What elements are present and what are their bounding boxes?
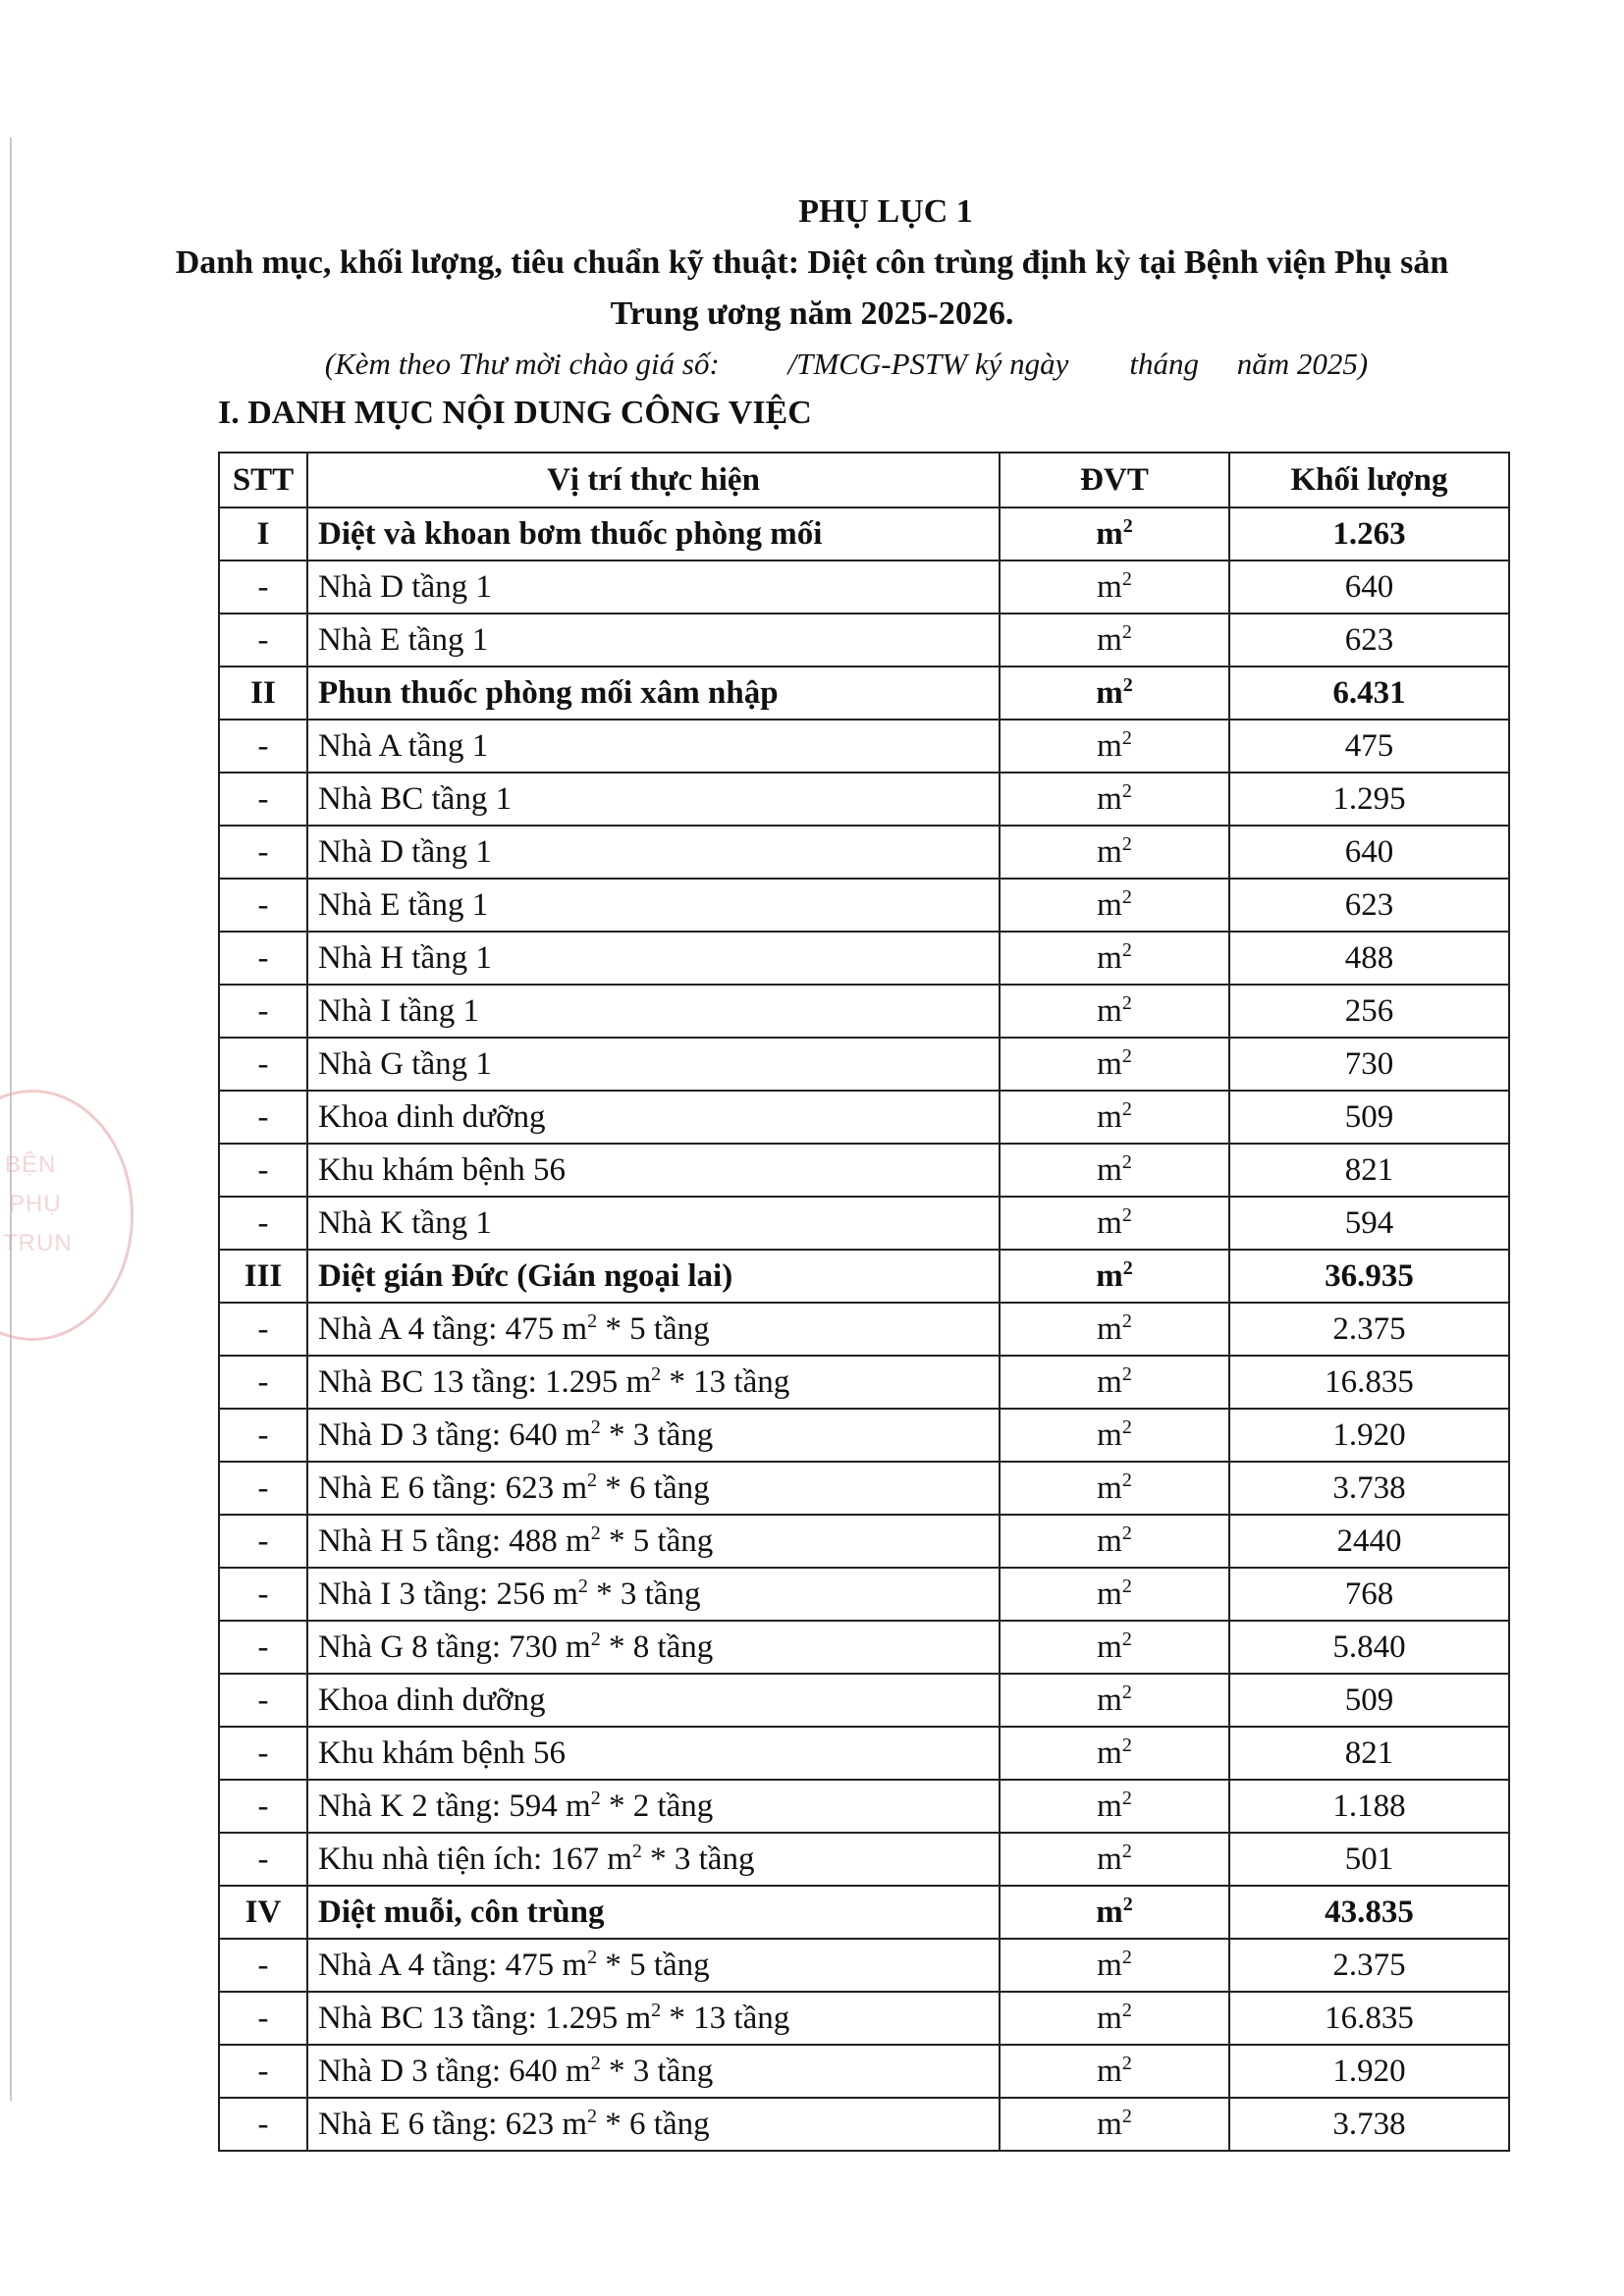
cell-stt: - xyxy=(219,1674,307,1727)
table-row xyxy=(219,1197,1509,1250)
location-text: Nhà K tầng 1 xyxy=(318,1205,492,1241)
location-text: Khoa dinh dưỡng xyxy=(318,1099,546,1135)
cell-quantity: 594 xyxy=(1229,1197,1509,1250)
location-text: Khu nhà tiện ích: 167 m xyxy=(318,1842,632,1877)
unit-exponent: 2 xyxy=(1121,1416,1132,1438)
location-text: Khoa dinh dưỡng xyxy=(318,1682,546,1718)
cell-stt: - xyxy=(219,932,307,985)
unit-exponent: 2 xyxy=(1121,1151,1132,1173)
cell-unit xyxy=(1000,1409,1229,1462)
table-row xyxy=(219,773,1509,826)
table-row xyxy=(219,1621,1509,1674)
cell-unit xyxy=(1000,773,1229,826)
cell-quantity: 6.431 xyxy=(1229,667,1509,720)
cell-unit xyxy=(1000,1462,1229,1515)
superscript-exponent: 2 xyxy=(587,1947,598,1968)
cell-location xyxy=(307,720,1000,773)
unit-exponent: 2 xyxy=(1121,1682,1132,1703)
table-row xyxy=(219,1674,1509,1727)
cell-quantity: 16.835 xyxy=(1229,1992,1509,2045)
cell-stt: - xyxy=(219,1568,307,1621)
section-heading: I. DANH MỤC NỘI DUNG CÔNG VIỆC xyxy=(218,395,812,431)
unit-exponent: 2 xyxy=(1121,2053,1132,2074)
cell-unit xyxy=(1000,932,1229,985)
cell-stt: - xyxy=(219,1833,307,1886)
unit-exponent: 2 xyxy=(1121,621,1132,643)
location-text-tail: * 6 tầng xyxy=(597,2107,710,2142)
location-text: Phun thuốc phòng mối xâm nhập xyxy=(318,675,779,711)
cell-quantity: 3.738 xyxy=(1229,1462,1509,1515)
header-location: Vị trí thực hiện xyxy=(307,453,1000,507)
cell-stt: - xyxy=(219,1462,307,1515)
cell-unit xyxy=(1000,1886,1229,1939)
unit-exponent: 2 xyxy=(1121,2000,1132,2021)
unit-base: m xyxy=(1097,887,1122,923)
cell-location xyxy=(307,985,1000,1038)
cell-location xyxy=(307,932,1000,985)
cell-quantity: 509 xyxy=(1229,1674,1509,1727)
stamp-text: TRUN xyxy=(3,1230,73,1256)
cell-location xyxy=(307,879,1000,932)
unit-base: m xyxy=(1096,1258,1123,1294)
unit-exponent: 2 xyxy=(1122,674,1133,696)
location-text-tail: * 5 tầng xyxy=(600,1523,714,1559)
location-text: Diệt gián Đức (Gián ngoại lai) xyxy=(318,1258,733,1294)
cell-location xyxy=(307,1144,1000,1197)
location-text: Khu khám bệnh 56 xyxy=(318,1152,567,1188)
cell-stt: - xyxy=(219,614,307,667)
location-text: Nhà D 3 tầng: 640 m xyxy=(318,1417,591,1453)
unit-base: m xyxy=(1097,1205,1122,1241)
stamp-text: BỆN xyxy=(5,1151,57,1178)
unit-exponent: 2 xyxy=(1121,727,1132,749)
unit-base: m xyxy=(1097,2054,1122,2089)
cell-quantity: 730 xyxy=(1229,1038,1509,1091)
location-text: Nhà I 3 tầng: 256 m xyxy=(318,1576,578,1612)
table-group-row xyxy=(219,1250,1509,1303)
cell-stt: - xyxy=(219,879,307,932)
cell-stt: - xyxy=(219,561,307,614)
unit-exponent: 2 xyxy=(1121,568,1132,590)
location-text: Diệt muỗi, côn trùng xyxy=(318,1895,605,1930)
document-title: PHỤ LỤC 1 xyxy=(798,193,973,230)
cell-quantity: 256 xyxy=(1229,985,1509,1038)
unit-base: m xyxy=(1097,1417,1122,1453)
cell-location xyxy=(307,1727,1000,1780)
unit-base: m xyxy=(1097,1364,1122,1400)
cell-stt: - xyxy=(219,1303,307,1356)
superscript-exponent: 2 xyxy=(577,1575,588,1597)
cell-unit xyxy=(1000,1568,1229,1621)
unit-base: m xyxy=(1097,834,1122,870)
cell-stt: - xyxy=(219,1727,307,1780)
cell-unit xyxy=(1000,1356,1229,1409)
cell-location xyxy=(307,1833,1000,1886)
table-row xyxy=(219,1091,1509,1144)
table-row xyxy=(219,985,1509,1038)
cell-unit xyxy=(1000,561,1229,614)
table-row xyxy=(219,1568,1509,1621)
location-text-tail: * 13 tầng xyxy=(661,1364,790,1400)
cell-quantity: 5.840 xyxy=(1229,1621,1509,1674)
cell-stt: - xyxy=(219,985,307,1038)
unit-base: m xyxy=(1097,1099,1122,1135)
superscript-exponent: 2 xyxy=(590,1629,601,1650)
cell-location xyxy=(307,1250,1000,1303)
location-text-tail: * 3 tầng xyxy=(641,1842,755,1877)
unit-base: m xyxy=(1097,781,1122,817)
cell-stt: - xyxy=(219,1515,307,1568)
cell-location xyxy=(307,1197,1000,1250)
location-text: Nhà E 6 tầng: 623 m xyxy=(318,2107,588,2142)
location-text: Nhà H tầng 1 xyxy=(318,940,492,976)
cell-stt: - xyxy=(219,1621,307,1674)
cell-location xyxy=(307,1621,1000,1674)
table-row xyxy=(219,932,1509,985)
cell-location xyxy=(307,1674,1000,1727)
location-text: Nhà D tầng 1 xyxy=(318,834,492,870)
unit-base: m xyxy=(1096,675,1123,711)
cell-unit xyxy=(1000,1038,1229,1091)
unit-base: m xyxy=(1096,1895,1123,1930)
location-text-tail: * 5 tầng xyxy=(597,1948,710,1983)
cell-unit xyxy=(1000,667,1229,720)
unit-base: m xyxy=(1097,1311,1122,1347)
cell-stt: - xyxy=(219,720,307,773)
unit-base: m xyxy=(1097,940,1122,976)
unit-base: m xyxy=(1096,516,1123,552)
location-text: Nhà BC tầng 1 xyxy=(318,781,513,817)
cell-unit xyxy=(1000,720,1229,773)
cell-unit xyxy=(1000,1674,1229,1727)
cell-location xyxy=(307,1462,1000,1515)
cell-stt: - xyxy=(219,1091,307,1144)
header-stt: STT xyxy=(219,453,307,507)
location-text: Nhà E tầng 1 xyxy=(318,622,489,658)
cell-location xyxy=(307,1356,1000,1409)
cell-location xyxy=(307,1780,1000,1833)
cell-quantity: 1.920 xyxy=(1229,2045,1509,2098)
unit-exponent: 2 xyxy=(1121,1522,1132,1544)
cell-quantity: 821 xyxy=(1229,1727,1509,1780)
unit-exponent: 2 xyxy=(1121,1363,1132,1385)
unit-exponent: 2 xyxy=(1121,1788,1132,1809)
header-unit: ĐVT xyxy=(1000,453,1229,507)
unit-base: m xyxy=(1097,1789,1122,1824)
header-quantity: Khối lượng xyxy=(1229,453,1509,507)
cell-unit xyxy=(1000,1621,1229,1674)
cell-location xyxy=(307,1091,1000,1144)
cell-quantity: 475 xyxy=(1229,720,1509,773)
table-group-row xyxy=(219,1886,1509,1939)
unit-exponent: 2 xyxy=(1121,992,1132,1014)
cell-unit xyxy=(1000,2045,1229,2098)
location-text: Nhà D tầng 1 xyxy=(318,569,492,605)
unit-exponent: 2 xyxy=(1121,1045,1132,1067)
cell-location xyxy=(307,1515,1000,1568)
location-text-tail: * 6 tầng xyxy=(597,1470,710,1506)
table-row xyxy=(219,561,1509,614)
unit-base: m xyxy=(1097,1842,1122,1877)
cell-unit xyxy=(1000,2098,1229,2151)
table-row xyxy=(219,1727,1509,1780)
cell-location xyxy=(307,1886,1000,1939)
cell-stt: - xyxy=(219,773,307,826)
location-text: Khu khám bệnh 56 xyxy=(318,1735,567,1771)
unit-base: m xyxy=(1097,1629,1122,1665)
superscript-exponent: 2 xyxy=(587,1310,598,1332)
cell-quantity: 1.263 xyxy=(1229,507,1509,561)
location-text: Nhà BC 13 tầng: 1.295 m xyxy=(318,1364,652,1400)
location-text: Nhà E tầng 1 xyxy=(318,887,489,923)
table-body xyxy=(219,507,1509,2151)
cell-quantity: 623 xyxy=(1229,614,1509,667)
table-row xyxy=(219,879,1509,932)
cell-quantity: 16.835 xyxy=(1229,1356,1509,1409)
unit-exponent: 2 xyxy=(1121,1204,1132,1226)
location-text: Nhà G 8 tầng: 730 m xyxy=(318,1629,591,1665)
unit-exponent: 2 xyxy=(1122,515,1133,537)
unit-exponent: 2 xyxy=(1121,1575,1132,1597)
unit-base: m xyxy=(1097,1735,1122,1771)
cell-location xyxy=(307,826,1000,879)
cell-stt: - xyxy=(219,2045,307,2098)
cell-unit xyxy=(1000,1303,1229,1356)
unit-base: m xyxy=(1097,1948,1122,1983)
cell-unit xyxy=(1000,1144,1229,1197)
cell-unit xyxy=(1000,1091,1229,1144)
cell-quantity: 488 xyxy=(1229,932,1509,985)
cell-quantity: 623 xyxy=(1229,879,1509,932)
cell-location xyxy=(307,667,1000,720)
cell-stt: - xyxy=(219,1780,307,1833)
table-row xyxy=(219,2045,1509,2098)
unit-base: m xyxy=(1097,1152,1122,1188)
document-header xyxy=(0,187,1624,389)
cell-stt: - xyxy=(219,1038,307,1091)
location-text-tail: * 3 tầng xyxy=(600,2054,714,2089)
unit-exponent: 2 xyxy=(1121,1310,1132,1332)
table-row xyxy=(219,614,1509,667)
cell-quantity: 1.295 xyxy=(1229,773,1509,826)
unit-exponent: 2 xyxy=(1121,780,1132,802)
cell-quantity: 1.920 xyxy=(1229,1409,1509,1462)
table-row xyxy=(219,1833,1509,1886)
cell-stt: I xyxy=(219,507,307,561)
superscript-exponent: 2 xyxy=(631,1841,642,1862)
cell-location xyxy=(307,1992,1000,2045)
cell-stt: II xyxy=(219,667,307,720)
superscript-exponent: 2 xyxy=(587,1469,598,1491)
superscript-exponent: 2 xyxy=(651,2000,662,2021)
unit-exponent: 2 xyxy=(1121,2106,1132,2127)
unit-exponent: 2 xyxy=(1121,886,1132,908)
cell-location xyxy=(307,1568,1000,1621)
cell-quantity: 2440 xyxy=(1229,1515,1509,1568)
cell-location xyxy=(307,561,1000,614)
superscript-exponent: 2 xyxy=(651,1363,662,1385)
cell-stt: - xyxy=(219,2098,307,2151)
unit-exponent: 2 xyxy=(1121,1841,1132,1862)
cell-stt: - xyxy=(219,1356,307,1409)
cell-stt: IV xyxy=(219,1886,307,1939)
cell-quantity: 501 xyxy=(1229,1833,1509,1886)
unit-exponent: 2 xyxy=(1122,1894,1133,1915)
cell-quantity: 509 xyxy=(1229,1091,1509,1144)
unit-base: m xyxy=(1097,1576,1122,1612)
table-row xyxy=(219,1144,1509,1197)
table-row xyxy=(219,1038,1509,1091)
location-text: Nhà K 2 tầng: 594 m xyxy=(318,1789,591,1824)
cell-quantity: 1.188 xyxy=(1229,1780,1509,1833)
cell-quantity: 821 xyxy=(1229,1144,1509,1197)
cell-quantity: 640 xyxy=(1229,826,1509,879)
unit-base: m xyxy=(1097,1470,1122,1506)
cell-quantity: 36.935 xyxy=(1229,1250,1509,1303)
location-text-tail: * 2 tầng xyxy=(600,1789,714,1824)
table-row xyxy=(219,1409,1509,1462)
cell-stt: - xyxy=(219,1409,307,1462)
location-text: Diệt và khoan bơm thuốc phòng mối xyxy=(318,516,823,552)
cell-quantity: 43.835 xyxy=(1229,1886,1509,1939)
table-row xyxy=(219,1992,1509,2045)
superscript-exponent: 2 xyxy=(590,1416,601,1438)
cell-unit xyxy=(1000,879,1229,932)
cell-unit xyxy=(1000,1727,1229,1780)
unit-base: m xyxy=(1097,1682,1122,1718)
location-text: Nhà D 3 tầng: 640 m xyxy=(318,2054,591,2089)
cell-quantity: 2.375 xyxy=(1229,1303,1509,1356)
unit-base: m xyxy=(1097,2001,1122,2036)
cell-stt: - xyxy=(219,1992,307,2045)
unit-base: m xyxy=(1097,569,1122,605)
unit-exponent: 2 xyxy=(1121,1629,1132,1650)
unit-exponent: 2 xyxy=(1121,1735,1132,1756)
unit-exponent: 2 xyxy=(1121,939,1132,961)
table-header-row xyxy=(219,453,1509,507)
cell-location xyxy=(307,507,1000,561)
superscript-exponent: 2 xyxy=(590,1788,601,1809)
unit-base: m xyxy=(1097,622,1122,658)
location-text-tail: * 8 tầng xyxy=(600,1629,714,1665)
cell-location xyxy=(307,614,1000,667)
location-text: Nhà A 4 tầng: 475 m xyxy=(318,1948,588,1983)
location-text: Nhà A 4 tầng: 475 m xyxy=(318,1311,588,1347)
unit-exponent: 2 xyxy=(1121,833,1132,855)
cell-unit xyxy=(1000,1250,1229,1303)
location-text-tail: * 3 tầng xyxy=(600,1417,714,1453)
table-row xyxy=(219,826,1509,879)
unit-base: m xyxy=(1097,1046,1122,1082)
cell-stt: - xyxy=(219,1144,307,1197)
cell-unit xyxy=(1000,614,1229,667)
table-group-row xyxy=(219,667,1509,720)
cell-location xyxy=(307,1939,1000,1992)
superscript-exponent: 2 xyxy=(587,2106,598,2127)
cell-location xyxy=(307,773,1000,826)
table-row xyxy=(219,1462,1509,1515)
superscript-exponent: 2 xyxy=(590,1522,601,1544)
location-text: Nhà G tầng 1 xyxy=(318,1046,492,1082)
work-items-table xyxy=(218,452,1510,2152)
cell-quantity: 3.738 xyxy=(1229,2098,1509,2151)
superscript-exponent: 2 xyxy=(590,2053,601,2074)
cell-unit xyxy=(1000,1197,1229,1250)
table-row xyxy=(219,1303,1509,1356)
unit-exponent: 2 xyxy=(1121,1469,1132,1491)
stamp-text: PHỤ xyxy=(9,1191,62,1217)
cell-stt: - xyxy=(219,1197,307,1250)
cell-stt: III xyxy=(219,1250,307,1303)
table-group-row xyxy=(219,507,1509,561)
cell-unit xyxy=(1000,1515,1229,1568)
cell-location xyxy=(307,1409,1000,1462)
cell-location xyxy=(307,2045,1000,2098)
cell-location xyxy=(307,1303,1000,1356)
cell-stt: - xyxy=(219,826,307,879)
cell-quantity: 768 xyxy=(1229,1568,1509,1621)
unit-exponent: 2 xyxy=(1121,1947,1132,1968)
cell-stt: - xyxy=(219,1939,307,1992)
location-text: Nhà E 6 tầng: 623 m xyxy=(318,1470,588,1506)
location-text: Nhà A tầng 1 xyxy=(318,728,489,764)
table-row xyxy=(219,1780,1509,1833)
location-text: Nhà H 5 tầng: 488 m xyxy=(318,1523,591,1559)
cell-location xyxy=(307,2098,1000,2151)
location-text-tail: * 3 tầng xyxy=(587,1576,701,1612)
table-row xyxy=(219,2098,1509,2151)
attachment-note: (Kèm theo Thư mời chào giá số: /TMCG-PSTW ký ngày tháng năm 2025) xyxy=(324,347,1369,381)
unit-exponent: 2 xyxy=(1121,1098,1132,1120)
location-text-tail: * 13 tầng xyxy=(661,2001,790,2036)
cell-unit xyxy=(1000,1833,1229,1886)
cell-unit xyxy=(1000,1992,1229,2045)
cell-unit xyxy=(1000,1939,1229,1992)
table-row xyxy=(219,1356,1509,1409)
unit-base: m xyxy=(1097,1523,1122,1559)
cell-quantity: 640 xyxy=(1229,561,1509,614)
unit-exponent: 2 xyxy=(1122,1257,1133,1279)
cell-quantity: 2.375 xyxy=(1229,1939,1509,1992)
document-subtitle: Danh mục, khối lượng, tiêu chuẩn kỹ thuật: Diệt côn trùng định kỳ tại Bệnh viện Phụ sản Trung ương năm 2025-2026. xyxy=(175,244,1449,332)
cell-unit xyxy=(1000,507,1229,561)
cell-unit xyxy=(1000,985,1229,1038)
table-row xyxy=(219,1515,1509,1568)
table-row xyxy=(219,720,1509,773)
unit-base: m xyxy=(1097,2107,1122,2142)
unit-base: m xyxy=(1097,728,1122,764)
cell-unit xyxy=(1000,826,1229,879)
table-row xyxy=(219,1939,1509,1992)
location-text: Nhà BC 13 tầng: 1.295 m xyxy=(318,2001,652,2036)
location-text: Nhà I tầng 1 xyxy=(318,993,480,1029)
unit-base: m xyxy=(1097,993,1122,1029)
cell-unit xyxy=(1000,1780,1229,1833)
red-stamp-seal xyxy=(0,1090,134,1341)
location-text-tail: * 5 tầng xyxy=(597,1311,710,1347)
cell-location xyxy=(307,1038,1000,1091)
